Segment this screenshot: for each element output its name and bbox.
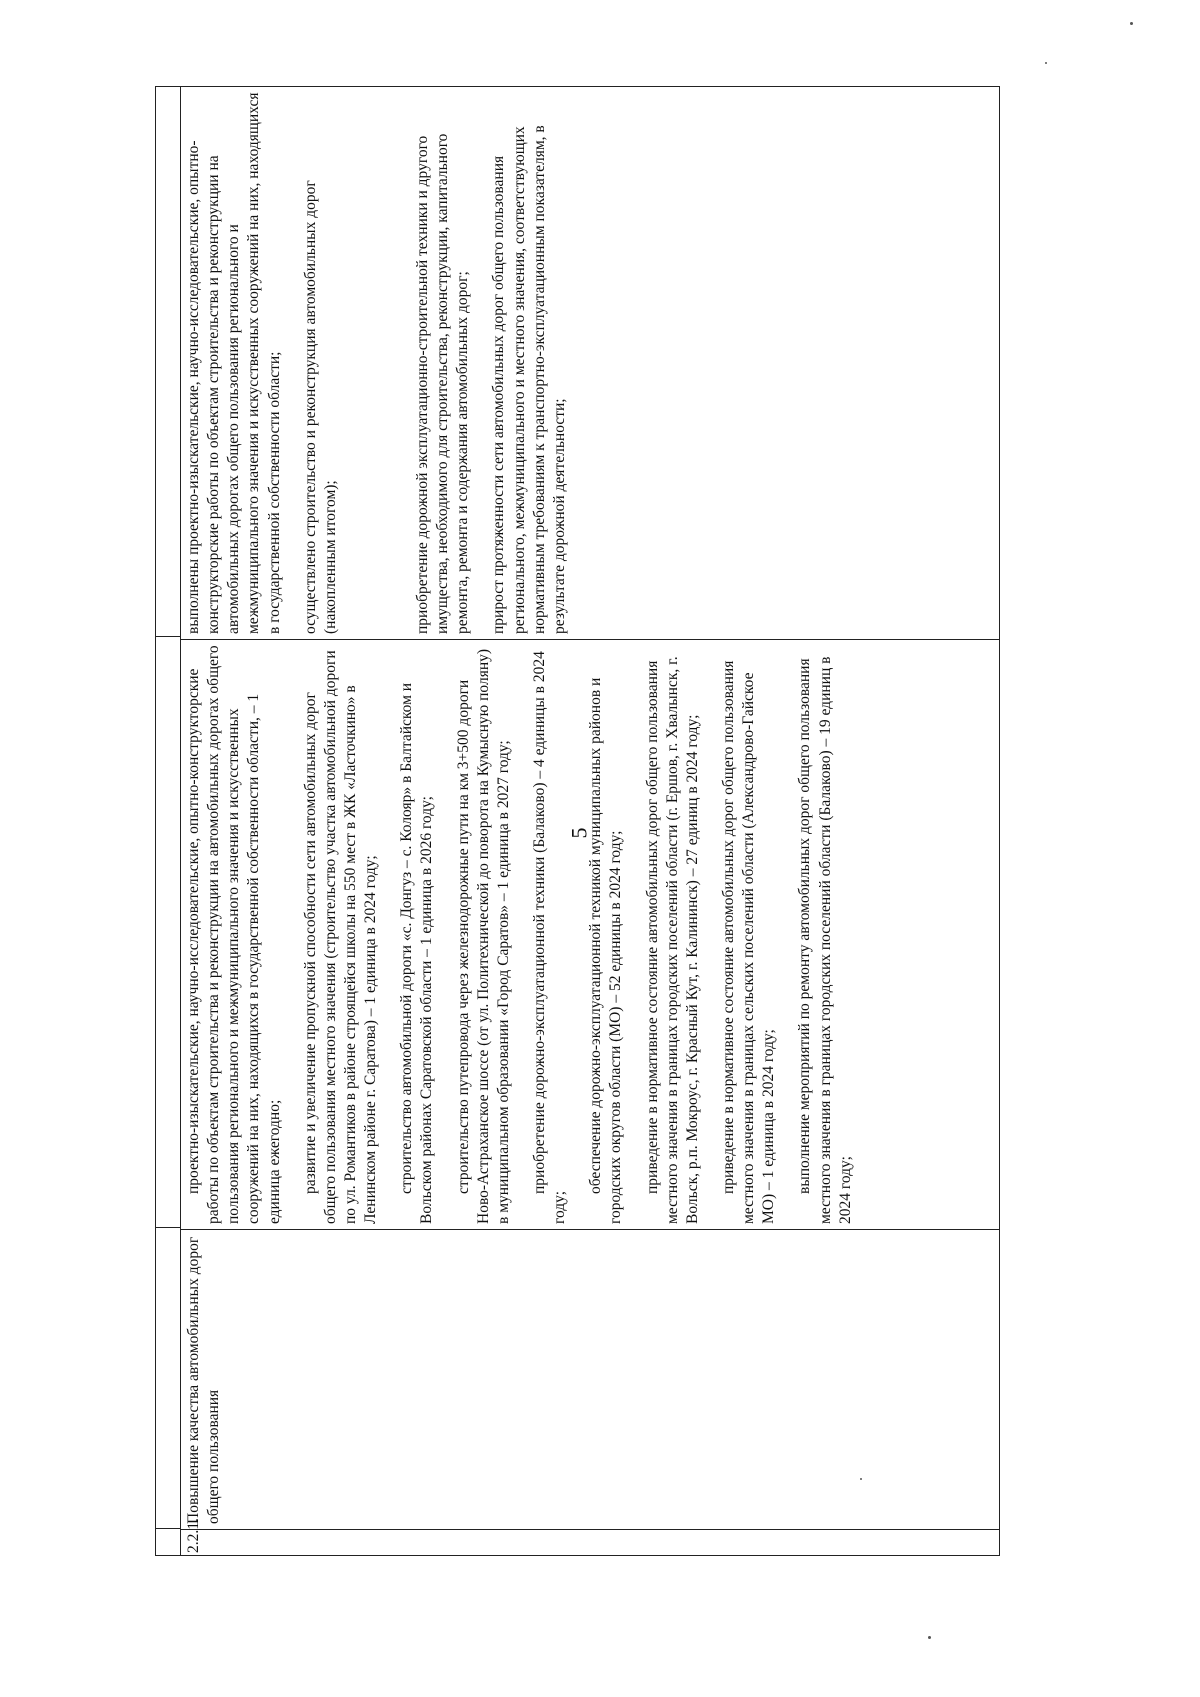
result-item: осуществлено строительство и реконструкция автомобильных дорог (накопленным итогом); <box>301 180 339 634</box>
scan-speck <box>928 1636 931 1639</box>
activity-item: приобретение дорожно-эксплуатационной техники (Балаково) – 4 единицы в 2024 году; <box>530 651 569 1224</box>
scan-speck <box>1045 62 1047 64</box>
activity-item: приведение в нормативное состояние автомобильных дорог общего пользования местного значения в границах городских поселений области (г. Ершов, г. Хвалынск, г. Вольск, р.п. Мокроус, г. Красный Кут, г. Калининск) – 27 единиц в 2024 году; <box>643 656 701 1224</box>
top-cell-task <box>156 1227 180 1528</box>
results-spacer <box>357 92 413 634</box>
page-number: 5 <box>566 827 592 839</box>
program-table <box>155 86 1000 1556</box>
activities-cell <box>181 639 999 1229</box>
table-container <box>155 86 1000 1556</box>
result-item: выполнены проектно-изыскательские, научно-исследовательские, опытно-конструкторские работы по объектам строительства и реконструкции на автомобильных дорогах общего пользования регионального и межмуниципального значения и искусственных сооружений на них, находящихся в государственной собственности области; <box>185 92 283 634</box>
activity-item: развитие и увеличение пропускной способности сети автомобильных дорог общего пользования местного значения (строительство участка автомобильной дороги по ул. Романтиков в районе строящейся школы на 550 мест в ЖК «Ласточкино» в Ленинском районе г. Саратова) – 1 единица в 2024 году; <box>301 650 380 1224</box>
scan-speck <box>860 1478 862 1480</box>
activity-item: выполнение мероприятий по ремонту автомобильных дорог общего пользования местного значения в границах городских поселений области (Балаково) – 19 единиц в 2024 году; <box>796 656 854 1224</box>
table-top-row <box>156 87 180 1555</box>
top-cell-activities <box>156 636 180 1227</box>
result-item: прирост протяженности сети автомобильных дорог общего пользования регионального, межмуниципального и местного значения, соответствующих нормативным требованиям к транспортно-эксплуатационным показателям, в результате дорожной деятельности; <box>490 125 568 634</box>
table-row <box>180 87 999 1555</box>
scan-speck <box>1130 22 1133 25</box>
results-cell <box>181 87 999 639</box>
row-number: 2.2.1. <box>181 1529 999 1555</box>
result-item: приобретение дорожной эксплуатационно-строительной техники и другого имущества, необходимого для строительства, реконструкции, капитального ремонта, ремонта и содержания автомобильных дорог; <box>413 133 472 634</box>
activity-item: обеспечение дорожно-эксплуатационной техникой муниципальных районов и городских округов области (МО) – 52 единицы в 2024 году; <box>587 677 625 1224</box>
activity-item: строительство путепровода через железнодорожные пути на км 3+500 дороги Ново-Астраханское шоссе (от ул. Политехнической до поворота на Кумысную поляну) в муниципальном образовании «Город Саратов» – 1 единица в 2027 году; <box>454 648 512 1224</box>
top-cell-results <box>156 87 180 636</box>
activity-item: приведение в нормативное состояние автомобильных дорог общего пользования местного значения в границах сельских поселений области (Александрово-Гайское МО) – 1 единица в 2024 году; <box>719 660 778 1224</box>
activity-item: проектно-изыскательские, научно-исследовательские, опытно-конструкторские работы по объектам строительства и реконструкции на автомобильных дорогах общего пользования регионального и межмуниципального значения и искусственных сооружений на них, находящихся в государственной собственности области, – 1 единица ежегодно; <box>185 645 283 1224</box>
task-name: Повышение качества автомобильных дорог общего пользования <box>181 1229 999 1529</box>
activity-item: строительство автомобильной дороги «с. Донгуз – с. Колояр» в Балтайском и Вольском районах Саратовской области – 1 единица в 2026 году; <box>398 682 436 1224</box>
top-cell-number <box>156 1528 180 1555</box>
